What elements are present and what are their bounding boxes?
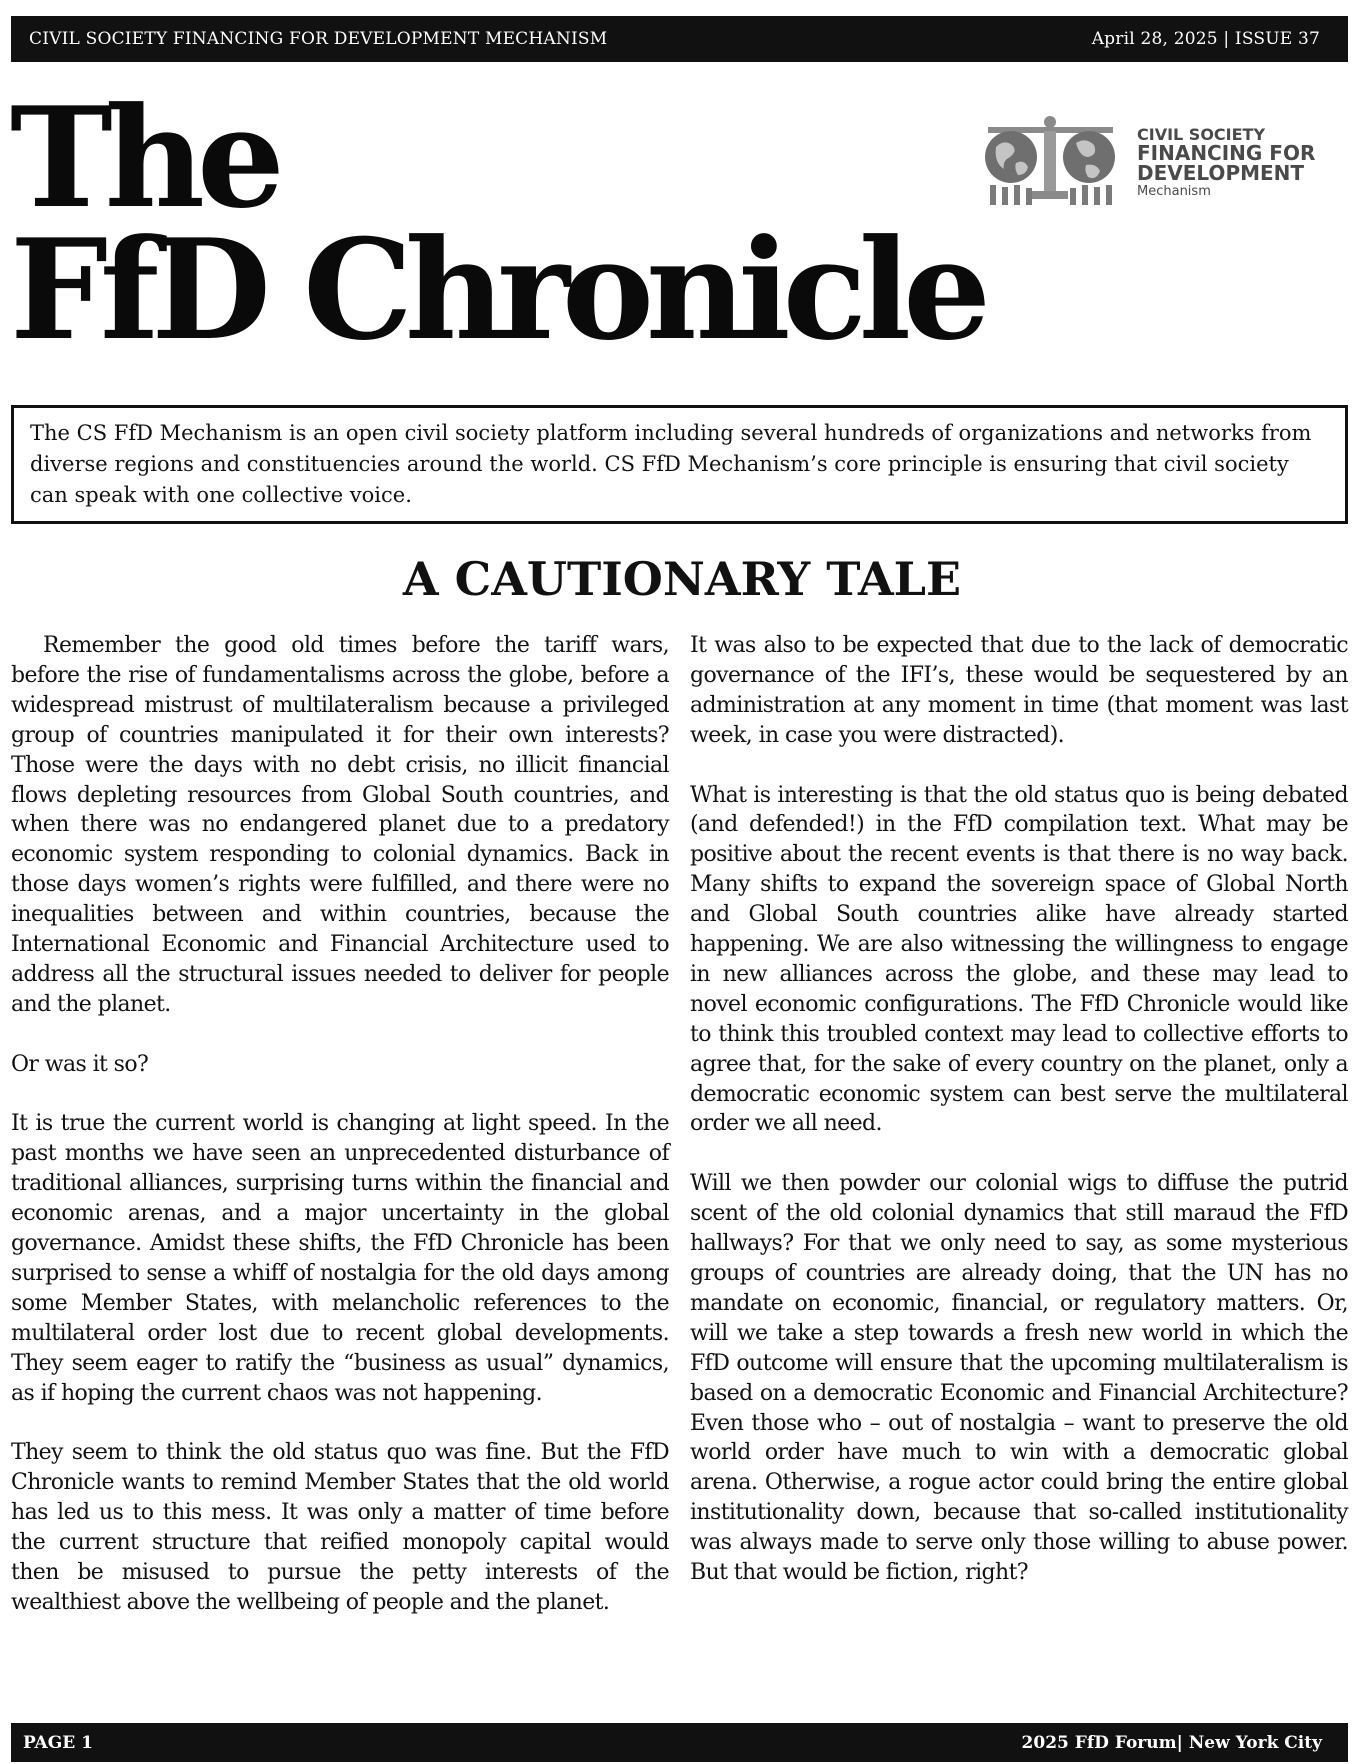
cs-ffd-logo bbox=[978, 110, 1318, 215]
article-paragraph: Will we then powder our colonial wigs to diffuse the putrid scent of the old colonial dynamics that still maraud the FfD hallways? For that we only need to say, as some mysterious groups of countries are already doing, that the UN has no mandate on economic, financial, or regulatory matters. Or, will we take a step towards a fresh new world in which the FfD outcome will ensure that the upcoming multilateralism is based on a democratic Economic and Financial Architecture? Even those who – out of nostalgia – want to preserve the old world order have much to win with a democratic global arena. Otherwise, a rogue actor could bring the entire global institutionality down, because that so-called institutionality was always made to serve only those willing to abuse power. But that would be fiction, right? bbox=[690, 1171, 1348, 1586]
logo-line-1: CIVIL SOCIETY bbox=[1137, 125, 1266, 144]
article-left-column bbox=[11, 631, 669, 1648]
intro-box: The CS FfD Mechanism is an open civil society platform including several hundreds of organizations and networks from diverse regions and constituencies around the world. CS FfD Mechanism’s core principle is ensuring that civil society can speak with one collective voice. bbox=[11, 405, 1348, 524]
logo-wordmark bbox=[1137, 127, 1315, 198]
article-paragraph: Or was it so? bbox=[11, 1051, 149, 1077]
article-paragraph: Remember the good old times before the tariff wars, before the rise of fundamentalisms across the globe, before a widespread mistrust of multilateralism because a privileged group of countries manipulated it for their own interests? Those were the days with no debt crisis, no illicit financial flows depleting resources from Global South countries, and when there was no endangered planet due to a predatory economic system responding to colonial dynamics. Back in those days women’s rights were fulfilled, and there were no inequalities between and within countries, because the International Economic and Financial Architecture used to address all the structural issues needed to deliver for people and the planet. bbox=[11, 633, 669, 1017]
top-banner bbox=[11, 16, 1348, 62]
page-number: PAGE 1 bbox=[23, 1732, 93, 1753]
masthead-line-2: FfD Chronicle bbox=[10, 208, 983, 371]
issue-date: April 28, 2025 | ISSUE 37 bbox=[1091, 29, 1320, 49]
logo-line-3: DEVELOPMENT bbox=[1137, 161, 1305, 185]
logo-line-4: Mechanism bbox=[1137, 184, 1211, 199]
masthead-line-1: The bbox=[10, 76, 277, 239]
article-paragraph: They seem to think the old status quo was fine. But the FfD Chronicle wants to remind Member States that the old world has led us to this mess. It was only a matter of time before the current structure that reified monopoly capital would then be misused to pursue the petty interests of the wealthiest above the wellbeing of people and the planet. bbox=[11, 1440, 669, 1615]
organization-name: CIVIL SOCIETY FINANCING FOR DEVELOPMENT MECHANISM bbox=[29, 29, 608, 49]
scales-globes-icon bbox=[978, 113, 1123, 213]
article-paragraph: What is interesting is that the old status quo is being debated (and defended!) in the FfD compilation text. What may be positive about the recent events is that there is no way back. Many shifts to expand the sovereign space of Global North and Global South countries alike have already started happening. We are also witnessing the willingness to engage in new alliances across the globe, and these may lead to novel economic configurations. The FfD Chronicle would like to think this troubled context may lead to collective efforts to agree that, for the sake of every country on the planet, only a democratic economic system can best serve the multilateral order we all need. bbox=[690, 782, 1348, 1137]
logo-line-2: FINANCING FOR bbox=[1137, 141, 1316, 165]
article-paragraph: It was also to be expected that due to the lack of democratic governance of the IFI’s, these would be sequestered by an administration at any moment in time (that moment was last week, in case you were distracted). bbox=[690, 633, 1348, 748]
article-paragraph: It is true the current world is changing at light speed. In the past months we have seen an unprecedented disturbance of traditional alliances, surprising turns within the financial and economic arenas, and a major uncertainty in the global governance. Amidst these shifts, the FfD Chronicle has been surprised to sense a whiff of nostalgia for the old days among some Member States, with melancholic references to the multilateral order lost due to recent global developments. They seem eager to ratify the “business as usual” dynamics, as if hoping the current chaos was not happening. bbox=[11, 1111, 669, 1406]
article-right-column bbox=[690, 631, 1348, 1618]
footer-banner bbox=[11, 1723, 1348, 1762]
event-location: 2025 FfD Forum| New York City bbox=[1021, 1732, 1322, 1753]
article-headline: A CAUTIONARY TALE bbox=[402, 552, 962, 606]
masthead-title bbox=[10, 76, 983, 371]
